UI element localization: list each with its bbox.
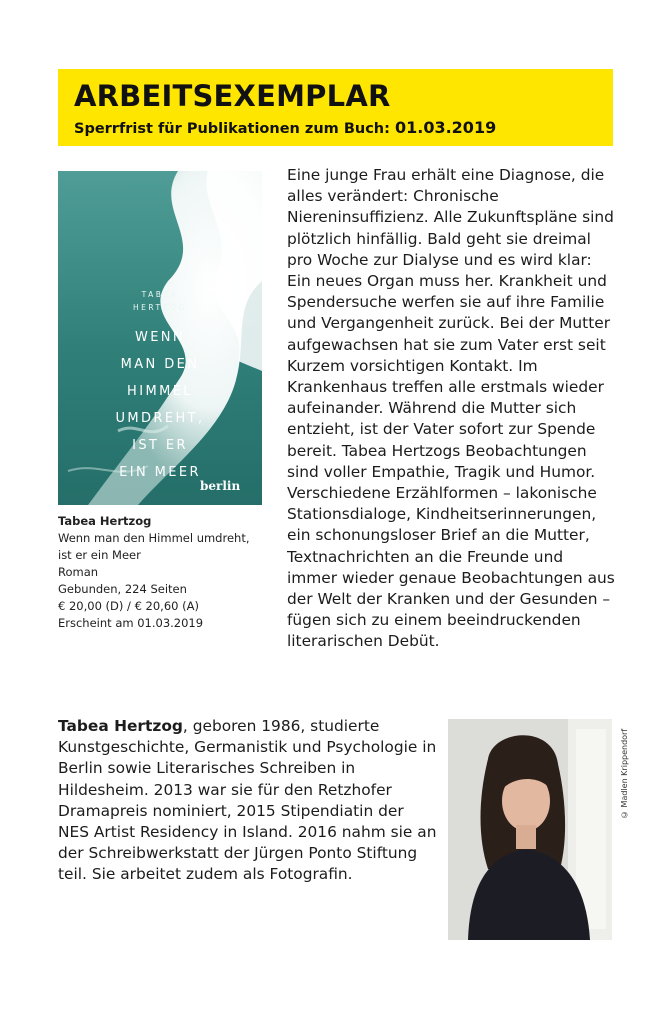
publisher-logo: berlin — [200, 479, 241, 493]
cover-author-first: TABEA — [141, 290, 179, 299]
cover-title: WENN MAN DEN HIMMEL UMDREHT, IST ER EIN MEER — [115, 330, 205, 480]
book-cover — [58, 171, 262, 505]
photo-credit: © Madlen Krippendorf — [620, 728, 629, 819]
banner-subtitle — [74, 118, 597, 137]
book-author: Tabea Hertzog — [58, 514, 152, 528]
book-title-line1: Wenn man den Himmel umdreht, — [58, 531, 250, 545]
embargo-date: 01.03.2019 — [394, 118, 497, 137]
book-description: Eine junge Frau erhält eine Diagnose, die alles verändert: Chronische Niereninsuffizienz. Alle Zukunftspläne sind plötzlich hinfällig. Bald geht sie dreimal pro Woche zur Dialyse und es wird klar: Ein neues Organ muss her. Krankheit und Spendersuche werfen sie auf ihre Familie und Vergangenheit zurück. Bei der Mutter aufgewachsen hat sie zum Vater erst seit Kurzem vorsichtigen Kontakt. Im Krankenhaus treffen alle erstmals wieder aufeinander. Während die Mutter sich entzieht, ist der Vater sofort zur Spende bereit. Tabea Hertzogs Beobachtungen sind voller Empathie, Tragik und Humor. Verschiedene Erzählformen – lakonische Stationsdialoge, Kindheitserinnerungen, ein schonungsloser Brief an die Mutter, Textnachrichten an die Freunde und immer wieder genaue Beobachtungen aus der Welt der Kranken und der Gesunden – fügen sich zu einem beeindruckenden literarischen Debüt. — [287, 166, 615, 651]
bio-author-name: Tabea Hertzog — [58, 717, 183, 735]
bio-text: , geboren 1986, studierte Kunstgeschichte, Germanistik und Psychologie in Berlin sowie Literarisches Schreiben in Hildesheim. 2013 war sie für den Retzhofer Dramapreis nominiert, 2015 Stipendiatin der NES Artist Residency in Island. 2016 nahm sie an der Schreibwerkstatt der Jürgen Ponto Stiftung teil. Sie arbeitet zudem als Fotografin. — [58, 717, 437, 884]
book-genre: Roman — [58, 565, 99, 579]
book-metadata — [58, 513, 268, 632]
author-portrait-art — [448, 719, 612, 940]
book-format: Gebunden, 224 Seiten — [58, 582, 187, 596]
embargo-banner — [58, 69, 613, 146]
author-bio — [58, 716, 438, 886]
banner-title: ARBEITSEXEMPLAR — [74, 79, 391, 113]
cover-author-last: HERTZOG — [133, 303, 187, 312]
book-title-line2: ist er ein Meer — [58, 548, 141, 562]
book-release: Erscheint am 01.03.2019 — [58, 616, 204, 630]
embargo-label: Sperrfrist für Publikationen zum Buch: — [74, 121, 395, 137]
author-photo — [448, 719, 612, 940]
book-price: € 20,00 (D) / € 20,60 (A) — [58, 599, 199, 613]
